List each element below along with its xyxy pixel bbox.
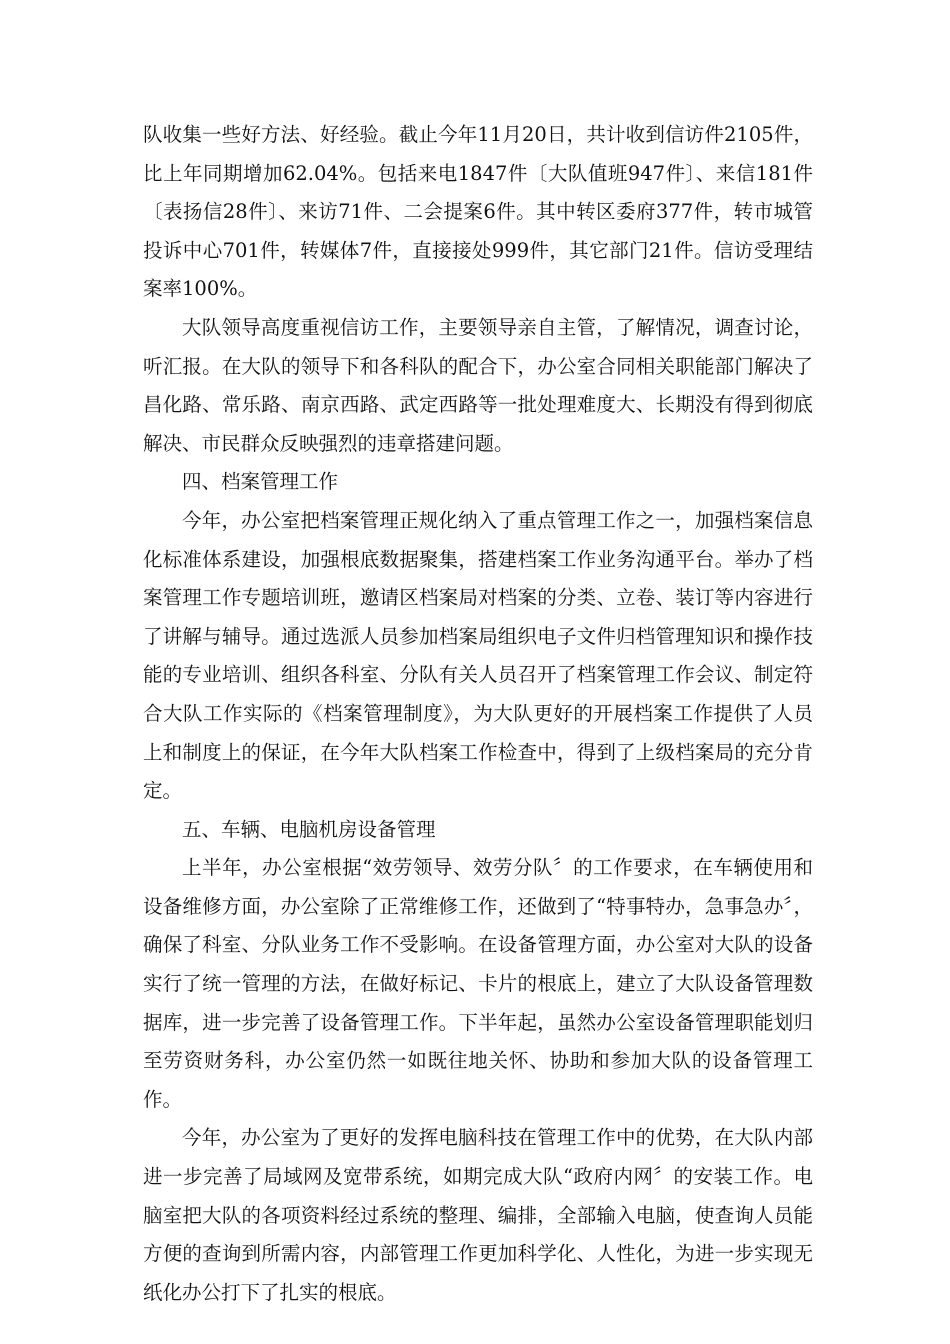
paragraph-computer-network: 今年，办公室为了更好的发挥电脑科技在管理工作中的优势，在大队内部进一步完善了局域网及宽带系统，如期完成大队“政府内网〞的安装工作。电脑室把大队的各项资料经过系统的整理、编排，全部输入电脑，使查询人员能方便的查询到所需内容，内部管理工作更加科学化、人性化，为进一步实现无纸化办公打下了扎实的根底。	[143, 1126, 813, 1304]
section-heading-vehicles-equipment: 五、车辆、电脑机房设备管理	[182, 817, 436, 841]
paragraph-vehicles-equipment: 上半年，办公室根据“效劳领导、效劳分队〞的工作要求，在车辆使用和设备维修方面，办公室除了正常维修工作，还做到了“特事特办，急事急办〞，确保了科室、分队业务工作不受影响。在设备管理方面，办公室对大队的设备实行了统一管理的方法，在做好标记、卡片的根底上，建立了大队设备管理数据库，进一步完善了设备管理工作。下半年起，虽然办公室设备管理职能划归至劳资财务科，办公室仍然一如既往地关怀、协助和参加大队的设备管理工作。	[143, 856, 813, 1111]
paragraph-leadership: 大队领导高度重视信访工作，主要领导亲自主管，了解情况，调查讨论，听汇报。在大队的领导下和各科队的配合下，办公室合同相关职能部门解决了昌化路、常乐路、南京西路、武定西路等一批处理难度大、长期没有得到彻底解决、市民群众反映强烈的违章搭建问题。	[143, 315, 813, 455]
paragraph-complaint-stats: 队收集一些好方法、好经验。截止今年11月20日，共计收到信访件2105件，比上年同期增加62.04%。包括来电1847件〔大队值班947件〕、来信181件〔表扬信28件〕、来访71件、二会提案6件。其中转区委府377件，转市城管投诉中心701件，转媒体7件，直接接处999件，其它部门21件。信访受理结案率100%。	[143, 123, 813, 301]
paragraph-archives: 今年，办公室把档案管理正规化纳入了重点管理工作之一，加强档案信息化标准体系建设，加强根底数据聚集，搭建档案工作业务沟通平台。举办了档案管理工作专题培训班，邀请区档案局对档案的分类、立卷、装订等内容进行了讲解与辅导。通过选派人员参加档案局组织电子文件归档管理知识和操作技能的专业培训、组织各科室、分队有关人员召开了档案管理工作会议、制定符合大队工作实际的《档案管理制度》，为大队更好的开展档案工作提供了人员上和制度上的保证，在今年大队档案工作检查中，得到了上级档案局的充分肯定。	[143, 508, 813, 803]
section-heading-archives: 四、档案管理工作	[182, 470, 339, 494]
document-body	[143, 116, 813, 1312]
